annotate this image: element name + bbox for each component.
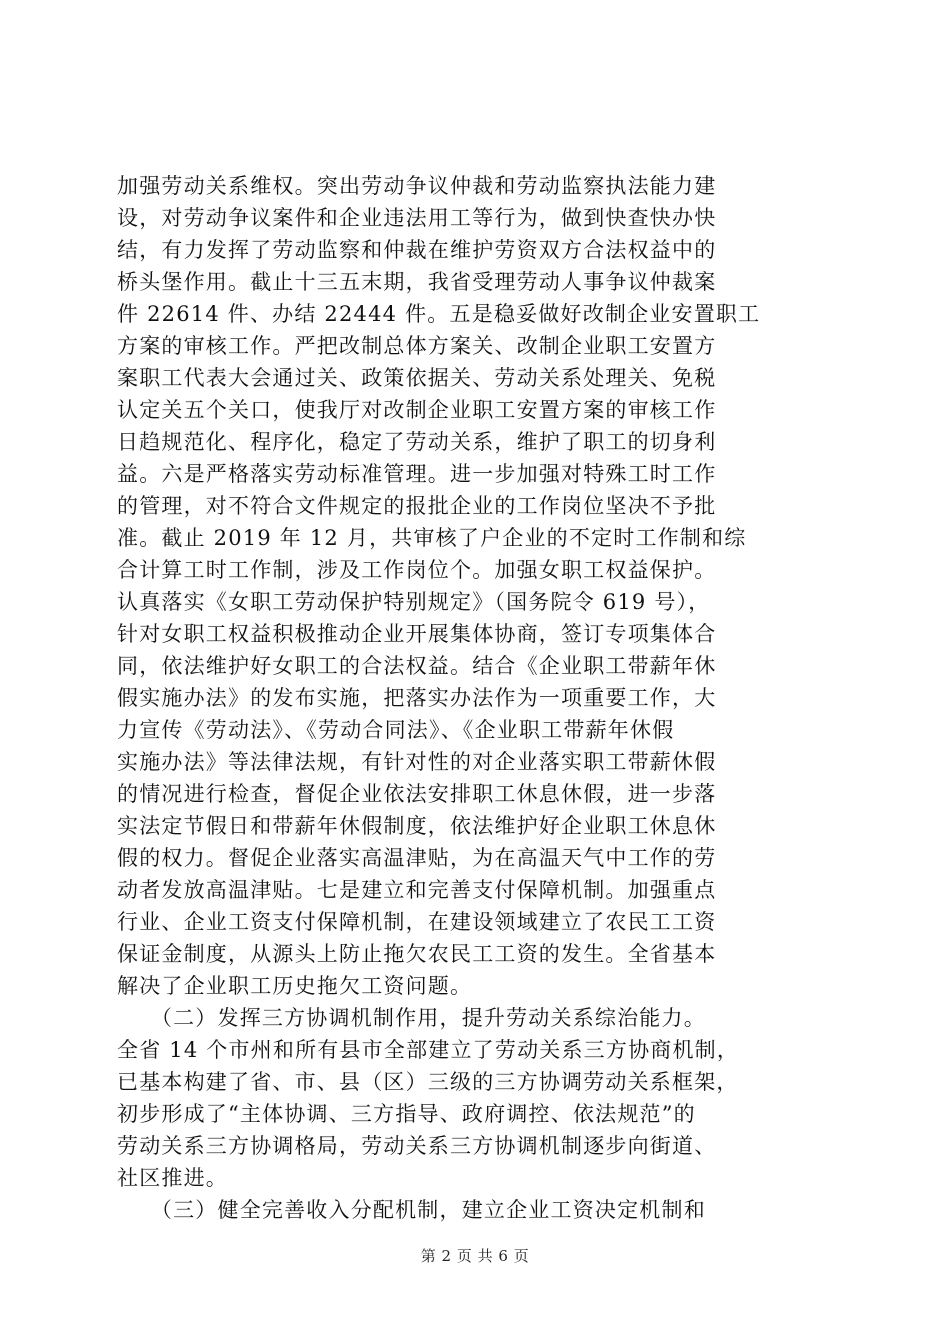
body-line: 假的权力。督促企业落实高温津贴，为在高温天气中工作的劳 (117, 846, 717, 870)
section-heading-line: （三）健全完善收入分配机制，建立企业工资决定机制和 (117, 1198, 706, 1222)
body-line: 保证金制度，从源头上防止拖欠农民工工资的发生。全省基本 (117, 942, 717, 966)
body-line: 件 22614 件、办结 22444 件。五是稳妥做好改制企业安置职工 (117, 302, 761, 326)
body-line: 初步形成了“主体协调、三方指导、政府调控、依法规范”的 (117, 1102, 696, 1126)
page-number-footer: 第 2 页 共 6 页 (420, 1247, 530, 1265)
body-line: 设，对劳动争议案件和企业违法用工等行为，做到快查快办快 (117, 206, 717, 230)
body-line: 力宣传《劳动法》、《劳动合同法》、《企业职工带薪年休假 (117, 718, 675, 742)
section-heading-line: （二）发挥三方协调机制作用，提升劳动关系综治能力。 (117, 1006, 706, 1030)
body-line: 合计算工时工作制，涉及工作岗位个。加强女职工权益保护。 (117, 558, 717, 582)
body-line: 准。截止 2019 年 12 月，共审核了户企业的不定时工作制和综 (117, 526, 747, 550)
body-line: 实法定节假日和带薪年休假制度，依法维护好企业职工休息休 (117, 814, 717, 838)
body-line: 同，依法维护好女职工的合法权益。结合《企业职工带薪年休 (117, 654, 717, 678)
body-line: 加强劳动关系维权。突出劳动争议仲裁和劳动监察执法能力建 (117, 174, 717, 198)
body-line: 实施办法》等法律法规，有针对性的对企业落实职工带薪休假 (117, 750, 717, 774)
body-line: 已基本构建了省、市、县（区）三级的三方协调劳动关系框架， (117, 1070, 739, 1094)
body-line: 认真落实《女职工劳动保护特别规定》（国务院令 619 号）， (117, 590, 711, 614)
body-line: 案职工代表大会通过关、政策依据关、劳动关系处理关、免税 (117, 366, 717, 390)
body-line: 认定关五个关口，使我厅对改制企业职工安置方案的审核工作 (117, 398, 717, 422)
body-line: 全省 14 个市州和所有县市全部建立了劳动关系三方协商机制， (117, 1038, 740, 1062)
body-line: 针对女职工权益积极推动企业开展集体协商，签订专项集体合 (117, 622, 717, 646)
body-line: 益。六是严格落实劳动标准管理。进一步加强对特殊工时工作 (117, 462, 717, 486)
body-line: 结，有力发挥了劳动监察和仲裁在维护劳资双方合法权益中的 (117, 238, 717, 262)
body-line: 行业、企业工资支付保障机制，在建设领域建立了农民工工资 (117, 910, 717, 934)
body-line: 假实施办法》的发布实施，把落实办法作为一项重要工作，大 (117, 686, 717, 710)
body-line: 方案的审核工作。严把改制总体方案关、改制企业职工安置方 (117, 334, 717, 358)
document-body (117, 170, 833, 1226)
body-line: 桥头堡作用。截止十三五末期，我省受理劳动人事争议仲裁案 (117, 270, 717, 294)
body-line: 动者发放高温津贴。七是建立和完善支付保障机制。加强重点 (117, 878, 717, 902)
body-line: 的情况进行检查，督促企业依法安排职工休息休假，进一步落 (117, 782, 717, 806)
body-line: 的管理，对不符合文件规定的报批企业的工作岗位坚决不予批 (117, 494, 717, 518)
body-line: 社区推进。 (117, 1166, 228, 1190)
body-line: 日趋规范化、程序化，稳定了劳动关系，维护了职工的切身利 (117, 430, 717, 454)
body-line: 解决了企业职工历史拖欠工资问题。 (117, 974, 473, 998)
body-line: 劳动关系三方协调格局，劳动关系三方协调机制逐步向街道、 (117, 1134, 717, 1158)
